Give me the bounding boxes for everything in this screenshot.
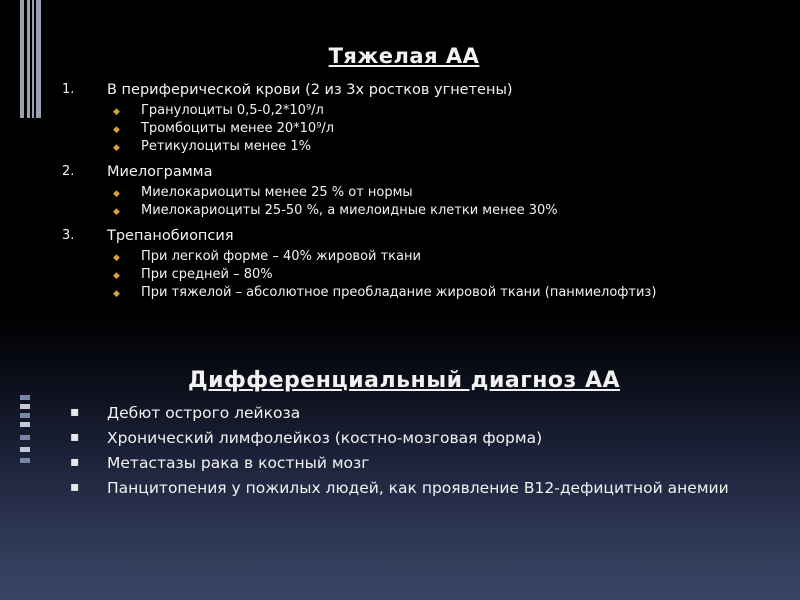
list-item: ◆ При легкой форме – 40% жировой ткани — [141, 248, 772, 266]
diamond-bullet-icon: ◆ — [113, 125, 120, 135]
list-item: ◆ Миелокариоциты 25-50 %, а миелоидные клетки менее 30% — [141, 202, 772, 220]
list-item: ◆ Ретикулоциты менее 1% — [141, 138, 772, 156]
differential-list — [62, 404, 762, 504]
list-item: ◆ Гранулоциты 0,5-0,2*10⁹/л — [141, 102, 772, 120]
list-item — [62, 227, 772, 302]
item-number: 1. — [62, 82, 75, 97]
diamond-bullet-icon: ◆ — [113, 253, 120, 263]
item-number: 2. — [62, 164, 75, 179]
section-heading: Миелограмма — [107, 164, 213, 180]
item-number: 3. — [62, 228, 75, 243]
diamond-bullet-icon: ◆ — [113, 289, 120, 299]
diamond-bullet-icon: ◆ — [113, 207, 120, 217]
square-bullet-icon: ▪ — [70, 479, 80, 495]
section-heading: В периферической крови (2 из 3х ростков угнетены) — [107, 82, 513, 98]
list-item: ▪ Метастазы рака в костный мозг — [70, 454, 370, 472]
list-item: ◆ При тяжелой – абсолютное преобладание жировой ткани (панмиелофтиз) — [141, 284, 772, 302]
square-bullet-icon: ▪ — [70, 454, 80, 470]
list-item: ▪ Дебют острого лейкоза — [70, 404, 301, 422]
square-bullet-icon: ▪ — [70, 404, 80, 420]
list-item: ◆ При средней – 80% — [141, 266, 772, 284]
section-heading: Трепанобиопсия — [107, 228, 234, 244]
diamond-bullet-icon: ◆ — [113, 271, 120, 281]
list-item: ◆ Тромбоциты менее 20*10⁹/л — [141, 120, 772, 138]
list-item: ▪ Панцитопения у пожилых людей, как проявление В12-дефицитной анемии — [70, 479, 729, 497]
list-item: ◆ Миелокариоциты менее 25 % от нормы — [141, 184, 772, 202]
decorative-stripes-bottom — [20, 395, 30, 600]
diamond-bullet-icon: ◆ — [113, 189, 120, 199]
list-item — [62, 163, 772, 220]
square-bullet-icon: ▪ — [70, 429, 80, 445]
list-item: ▪ Хронический лимфолейкоз (костно-мозговая форма) — [70, 429, 543, 447]
diamond-bullet-icon: ◆ — [113, 143, 120, 153]
diamond-bullet-icon: ◆ — [113, 107, 120, 117]
slide-title-severe-aa: Тяжелая АА — [328, 44, 480, 68]
criteria-list — [62, 81, 772, 302]
list-item — [62, 81, 772, 156]
slide-title-differential-diagnosis: Дифференциальный диагноз АА — [187, 368, 621, 393]
